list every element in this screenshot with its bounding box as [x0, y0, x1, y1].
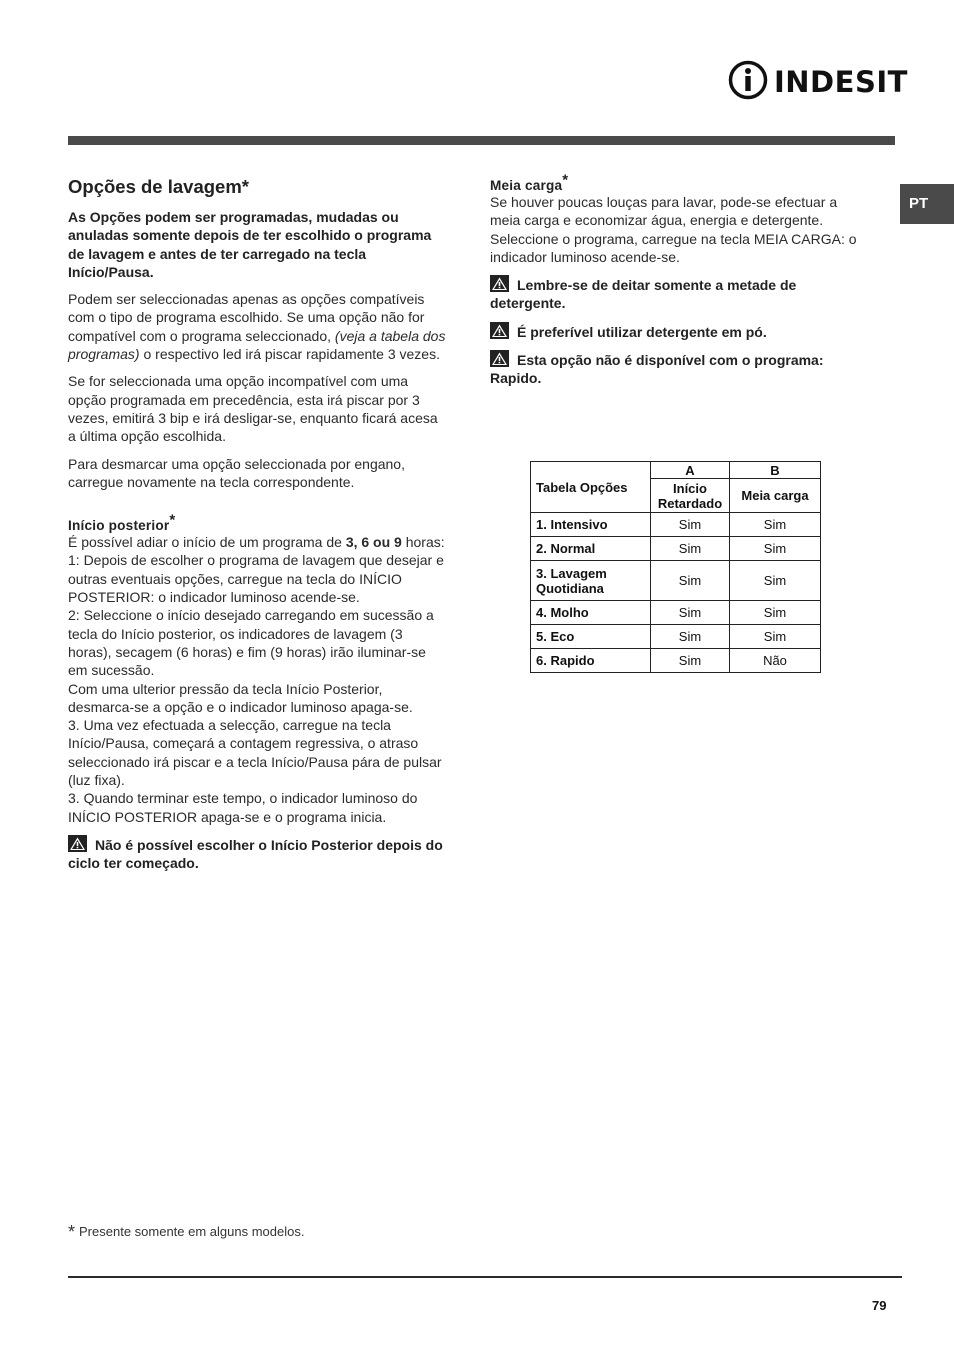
section-title: Opções de lavagem*: [68, 176, 249, 197]
table-row: 4. Molho Sim Sim: [531, 601, 821, 625]
footnote: * Presente somente em alguns modelos.: [68, 1222, 305, 1242]
table-title: Tabela Opções: [531, 462, 651, 513]
half-load-body: Se houver poucas louças para lavar, pode-se efectuar a meia carga e economizar água, energia e detergente. Seleccione o programa, carregue na tecla MEIA CARGA: o indicador luminoso acende-se.: [490, 194, 857, 265]
paragraph-deselect-option: Para desmarcar uma opção seleccionada por engano, carregue novamente na tecla correspondente.: [68, 455, 405, 490]
table-row: 3. Lavagem Quotidiana Sim Sim: [531, 561, 821, 601]
warning-icon: [68, 835, 87, 852]
half-load-heading: Meia carga*: [490, 171, 569, 193]
delay-start-step-2b: Com uma ulterior pressão da tecla Início Posterior, desmarca-se a opção e o indicador luminoso apaga-se.: [68, 680, 413, 715]
col-letter-a: A: [651, 462, 730, 479]
brand-name: INDESIT: [774, 65, 908, 99]
indesit-logo: [728, 60, 908, 104]
table-row: 5. Eco Sim Sim: [531, 625, 821, 649]
delay-start-heading: Início posterior*: [68, 511, 176, 534]
delay-start-step-1: 1: Depois de escolher o programa de lavagem que desejar e outras eventuais opções, carregue na tecla do INÍCIO POSTERIOR: o indicador luminoso acende-se.: [68, 552, 444, 606]
options-table: [530, 461, 821, 673]
right-column: [490, 171, 870, 388]
half-load-warning-1: Lembre-se de deitar somente a metade de detergente.: [490, 277, 797, 312]
col-letter-b: B: [730, 462, 821, 479]
language-tab: PT: [900, 184, 954, 224]
warning-icon: [490, 275, 509, 292]
col-name-delay-start: Início Retardado: [651, 479, 730, 513]
paragraph-incompatible-option: Se for seleccionada uma opção incompatível com uma opção programada em precedência, esta irá piscar por 3 vezes, emitirá 3 bip e irá desligar-se, enquanto ficará acesa a última opção escolhida.: [68, 373, 438, 445]
page-number: 79: [872, 1298, 887, 1313]
delay-start-warning: Não é possível escolher o Início Posterior depois do ciclo ter começado.: [68, 836, 443, 872]
delay-start-step-3: 3. Uma vez efectuada a selecção, carregue na tecla Início/Pausa, começará a contagem regressiva, o atraso seleccionado irá piscar e a tecla Início/Pausa pára de pulsar (luz fixa).: [68, 717, 442, 789]
half-load-warning-2: É preferível utilizar detergente em pó.: [490, 322, 870, 341]
paragraph-compatible-options: Podem ser seleccionadas apenas as opções compatíveis com o tipo de programa escolhido. Se uma opção não for compatível com o programa seleccionado, (veja a tabela dos programas) o respectivo led irá piscar rapidamente 3 vezes.: [68, 291, 446, 363]
table-row: 1. Intensivo Sim Sim: [531, 513, 821, 537]
warning-icon: [490, 350, 509, 367]
table-header-letters: [531, 462, 821, 479]
delay-start-hours: É possível adiar o início de um programa de 3, 6 ou 9 horas:: [68, 534, 445, 551]
col-name-half-load: Meia carga: [730, 479, 821, 513]
table-row: 2. Normal Sim Sim: [531, 537, 821, 561]
delay-start-step-2: 2: Seleccione o início desejado carregando em sucessão a tecla do Início posterior, os indicadores de lavagem (3 horas), secagem (6 horas) e fim (9 horas) irão iluminar-se em sucessão.: [68, 607, 434, 679]
intro-text: As Opções podem ser programadas, mudadas ou anuladas somente depois de ter escolhido o programa de lavagem e antes de ter carregado na tecla Início/Pausa.: [68, 209, 432, 280]
indesit-logo-icon: [728, 59, 768, 106]
left-column: [68, 176, 448, 873]
delay-start-step-4: 3. Quando terminar este tempo, o indicador luminoso do INÍCIO POSTERIOR apaga-se e o programa inicia.: [68, 790, 418, 825]
bottom-divider: [68, 1276, 902, 1278]
half-load-warning-3: Esta opção não é disponível com o programa: Rapido.: [490, 352, 824, 387]
top-divider: [68, 136, 895, 145]
warning-icon: [490, 322, 509, 339]
program-table-reference: (veja a tabela dos programas): [68, 327, 446, 363]
table-row: 6. Rapido Sim Não: [531, 649, 821, 673]
